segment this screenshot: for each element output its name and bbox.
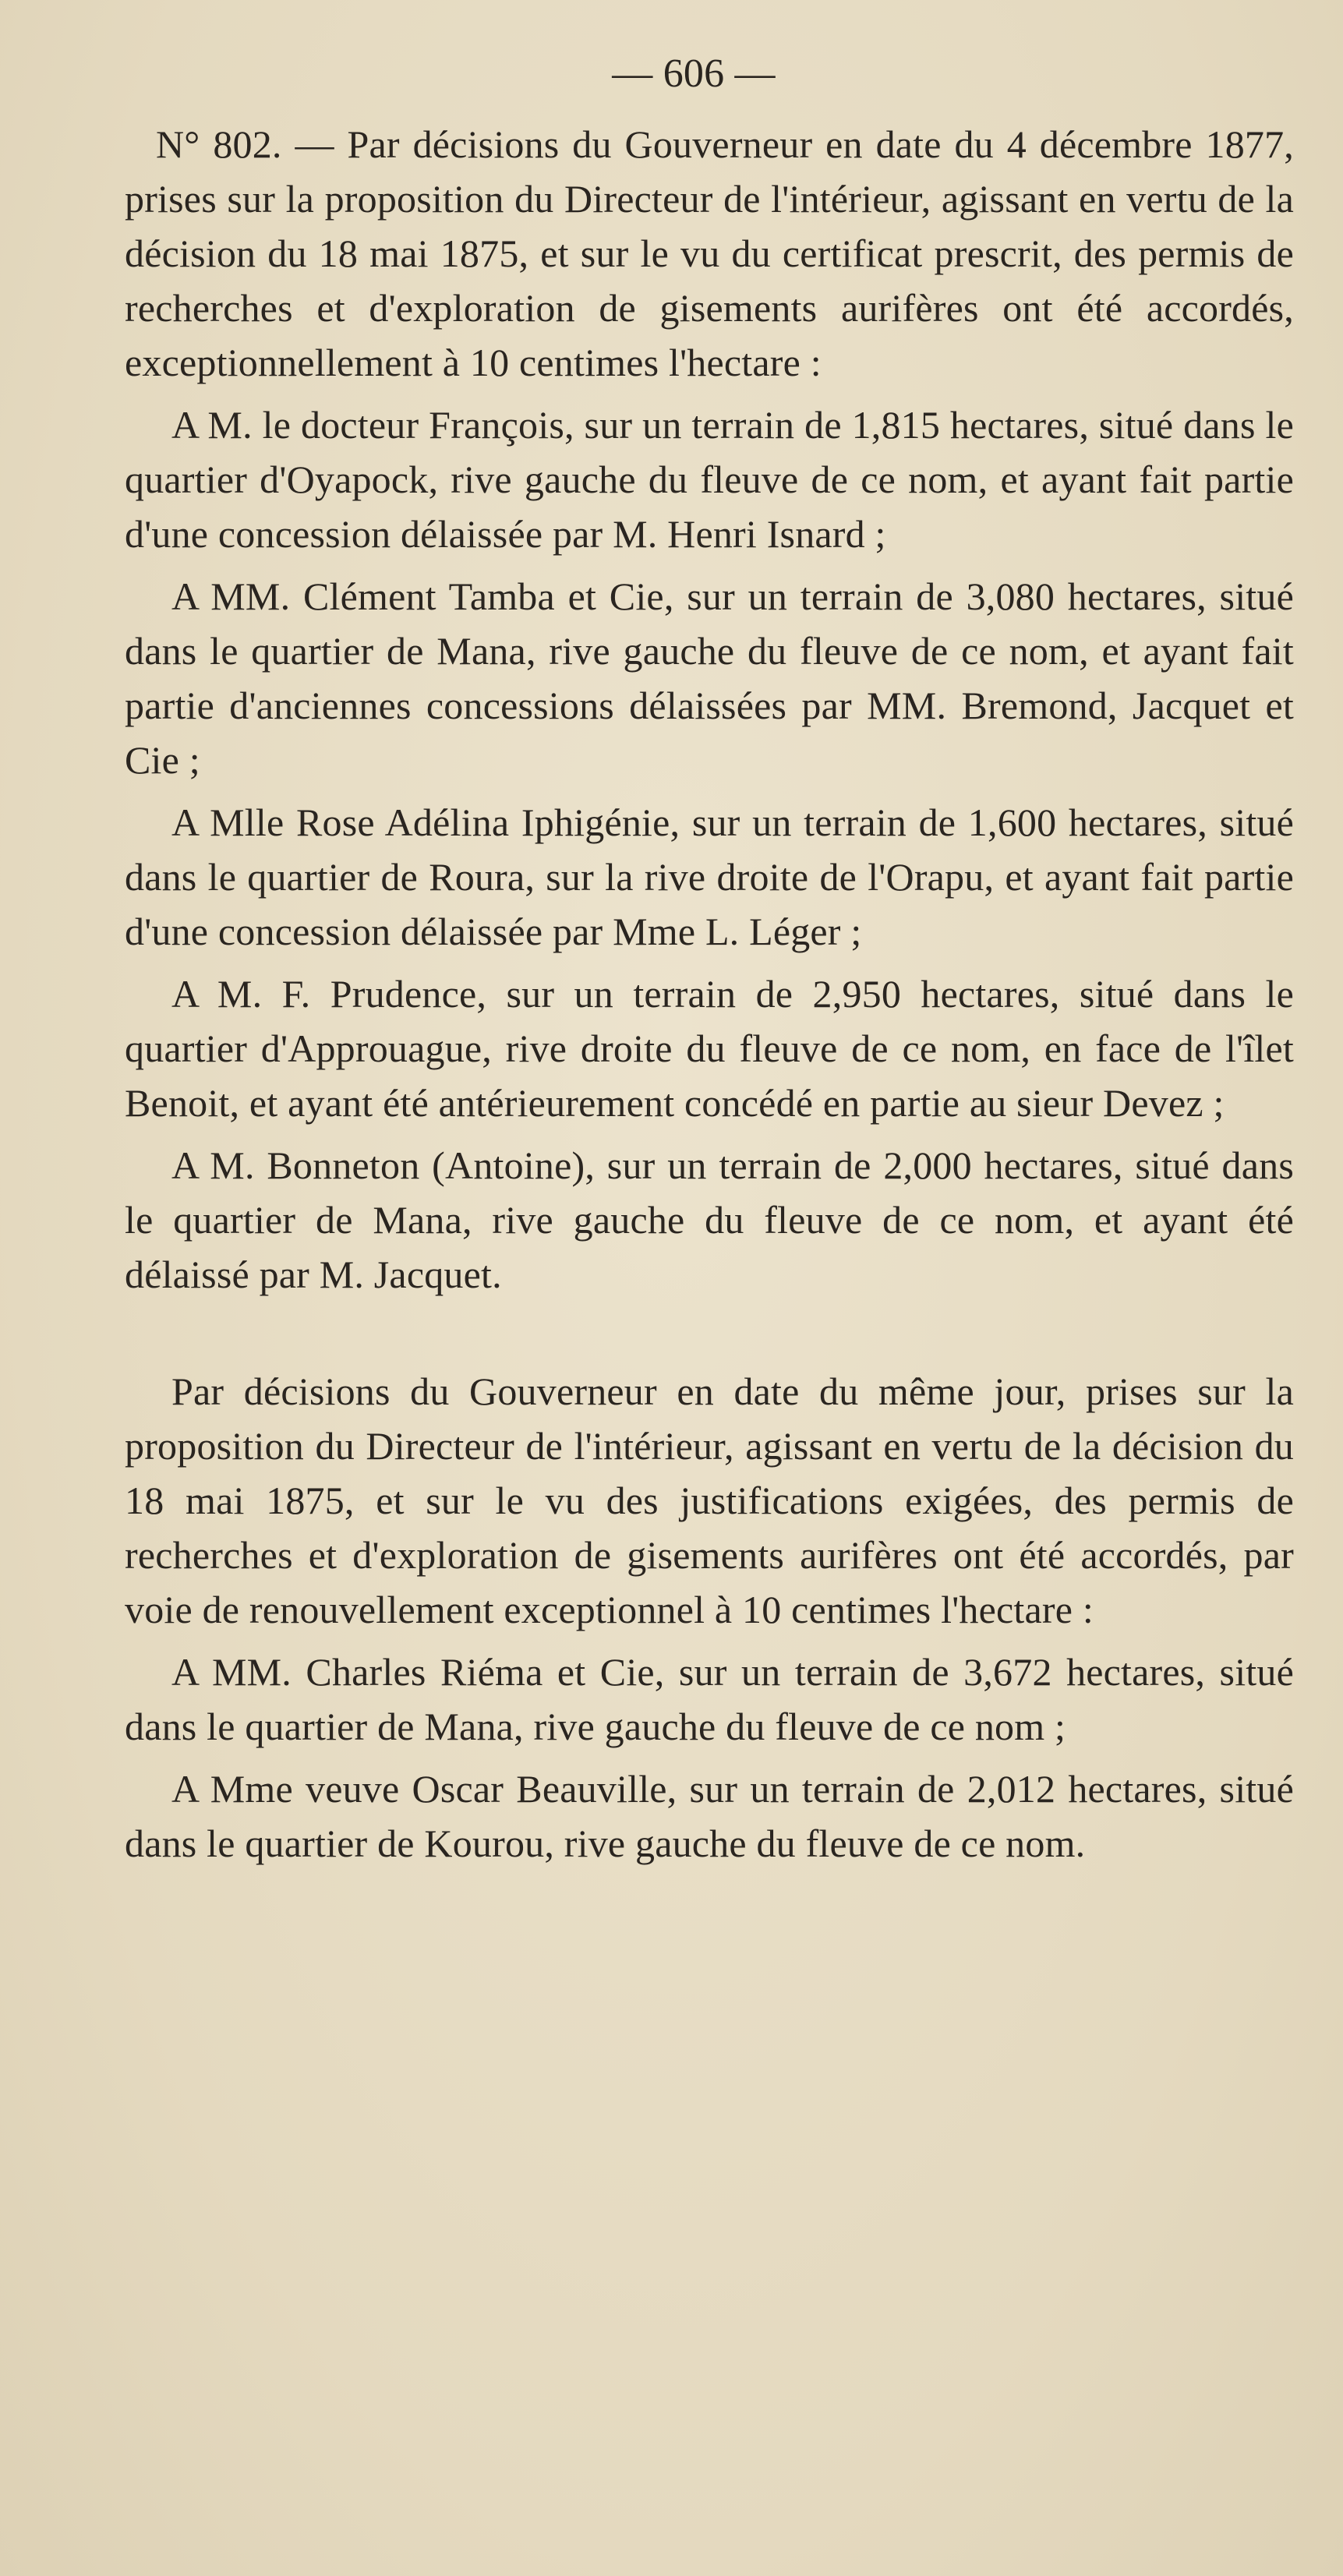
renewal-intro: Par décisions du Gouverneur en date du même jour, prises sur la proposition du Directeur de l'intérieur, agissant en vertu de la décision du 18 mai 1875, et sur le vu des justifications exigées, des permis de recherches et d'exploration de gisements aurifères ont été accordés, par voie de renouvellement exceptionnel à 10 centimes l'hectare : <box>125 1369 1294 1631</box>
text-block <box>125 47 1294 1878</box>
grant-beauville: A Mme veuve Oscar Beauville, sur un terrain de 2,012 hectares, situé dans le quartier de Kourou, rive gauche du fleuve de ce nom. <box>125 1767 1294 1865</box>
page-number: — 606 — <box>612 51 776 96</box>
grant-tamba: A MM. Clément Tamba et Cie, sur un terrain de 3,080 hectares, situé dans le quartier de Mana, rive gauche du fleuve de ce nom, et ayant fait partie d'anciennes concessions délaissées par MM. Bremond, Jacquet et Cie ; <box>125 574 1294 782</box>
grant-iphigenie: A Mlle Rose Adélina Iphigénie, sur un terrain de 1,600 hectares, situé dans le quartier de Roura, sur la rive droite de l'Orapu, et ayant fait partie d'une concession délaissée par Mme L. Léger ; <box>125 800 1294 953</box>
decision-802-intro: N° 802. — Par décisions du Gouverneur en date du 4 décembre 1877, prises sur la proposition du Directeur de l'intérieur, agissant en vertu de la décision du 18 mai 1875, et sur le vu du certificat prescrit, des permis de recherches et d'exploration de gisements aurifères ont été accordés, exceptionnellement à 10 centimes l'hectare : <box>125 122 1294 384</box>
grant-francois: A M. le docteur François, sur un terrain de 1,815 hectares, situé dans le quartier d'Oyapock, rive gauche du fleuve de ce nom, et ayant fait partie d'une concession délaissée par M. Henri Isnard ; <box>125 403 1294 556</box>
section-gap <box>125 1309 1294 1364</box>
grant-bonneton: A M. Bonneton (Antoine), sur un terrain de 2,000 hectares, situé dans le quartier de Mana, rive gauche du fleuve de ce nom, et ayant été délaissé par M. Jacquet. <box>125 1143 1294 1296</box>
grant-riema: A MM. Charles Riéma et Cie, sur un terrain de 3,672 hectares, situé dans le quartier de Mana, rive gauche du fleuve de ce nom ; <box>125 1650 1294 1748</box>
grant-prudence: A M. F. Prudence, sur un terrain de 2,950 hectares, situé dans le quartier d'Approuague, rive droite du fleuve de ce nom, en face de l'îlet Benoit, et ayant été antérieurement concédé en partie au sieur Devez ; <box>125 972 1294 1125</box>
